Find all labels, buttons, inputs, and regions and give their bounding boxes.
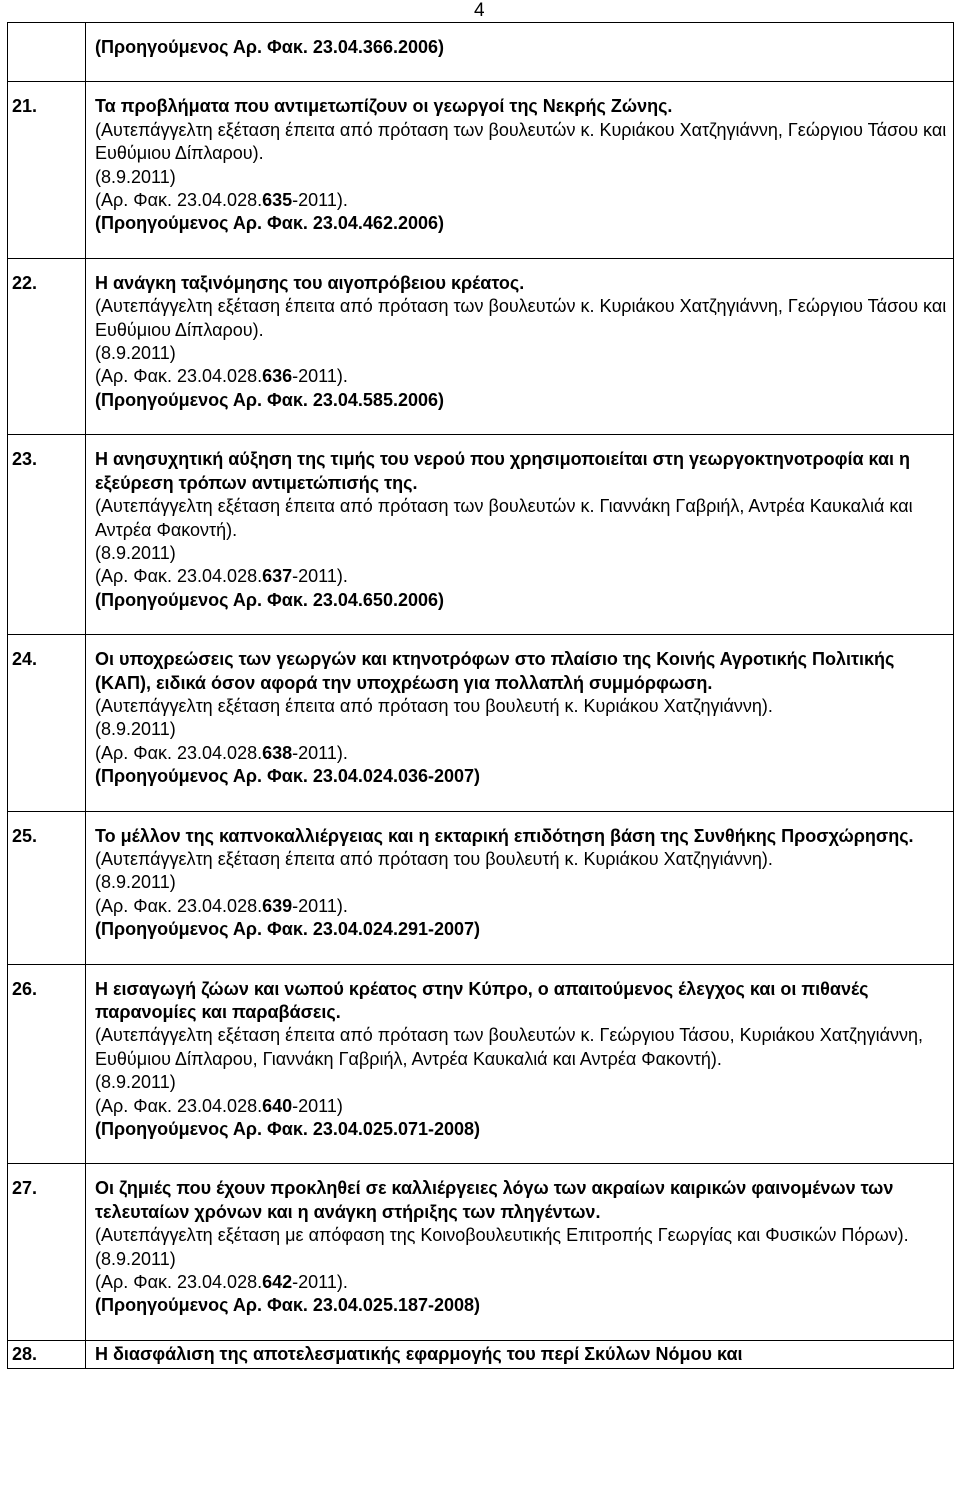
file-number-suffix: -2011).: [292, 895, 348, 916]
item-description: (Αυτεπάγγελτη εξέταση έπειτα από πρόταση των βουλευτών κ. Κυριάκου Χατζηγιάννη, Γεώργιου Τάσου και Ευθύμιου Δίπλαρου).: [95, 119, 947, 164]
file-number: [95, 565, 949, 588]
previous-file-number: (Προηγούμενος Αρ. Φακ. 23.04.585.2006): [95, 389, 444, 410]
file-number: [95, 365, 949, 388]
item-title: Η διασφάλιση της αποτελεσματικής εφαρμογής του περί Σκύλων Νόμου και: [95, 1343, 743, 1364]
file-number-suffix: -2011).: [292, 1272, 348, 1293]
item-number: 22.: [12, 272, 38, 293]
table-row: [8, 23, 954, 82]
item-description: (Αυτεπάγγελτη εξέταση έπειτα από πρόταση του βουλευτή κ. Κυριάκου Χατζηγιάννη).: [95, 695, 773, 716]
file-number: [95, 1095, 949, 1118]
item-number-cell: [8, 258, 86, 434]
item-body-cell: [86, 258, 954, 434]
item-body-cell: [86, 964, 954, 1164]
item-number-cell: [8, 23, 86, 82]
table-row: [8, 1164, 954, 1340]
previous-file-number: (Προηγούμενος Αρ. Φακ. 23.04.024.036-2007): [95, 766, 481, 787]
table-row: [8, 258, 954, 434]
item-body-cell: [86, 635, 954, 811]
file-number-prefix: (Αρ. Φακ. 23.04.028.: [95, 190, 263, 211]
item-date: (8.9.2011): [95, 719, 176, 740]
file-number-prefix: (Αρ. Φακ. 23.04.028.: [95, 566, 263, 587]
item-title: Οι ζημιές που έχουν προκληθεί σε καλλιέργειες λόγω των ακραίων καιρικών φαινομένων των τελευταίων χρόνων και η ανάγκη στήριξης των πληγέντων.: [95, 1178, 894, 1222]
item-date: (8.9.2011): [95, 166, 176, 187]
item-description: (Αυτεπάγγελτη εξέταση έπειτα από πρόταση των βουλευτών κ. Γεώργιου Τάσου, Κυριάκου Χατζηγιάννη, Ευθύμιου Δίπλαρου, Γιαννάκη Γαβριήλ, Αντρέα Καυκαλιά και Αντρέα Φακοντή).: [95, 1025, 924, 1069]
previous-file-number: (Προηγούμενος Αρ. Φακ. 23.04.462.2006): [95, 213, 444, 234]
file-number-prefix: (Αρ. Φακ. 23.04.028.: [95, 742, 263, 763]
item-number: 28.: [12, 1343, 38, 1364]
item-title: Τα προβλήματα που αντιμετωπίζουν οι γεωργοί της Νεκρής Ζώνης.: [95, 96, 673, 117]
item-date: (8.9.2011): [95, 542, 176, 563]
item-body-cell: [86, 23, 954, 82]
item-date: (8.9.2011): [95, 1248, 176, 1269]
item-title: Το μέλλον της καπνοκαλλιέργειας και η εκταρική επιδότηση βάση της Συνθήκης Προσχώρησης.: [95, 825, 914, 846]
file-number-suffix: -2011).: [292, 190, 348, 211]
previous-file-number: (Προηγούμενος Αρ. Φακ. 23.04.024.291-2007): [95, 919, 481, 940]
file-number-prefix: (Αρ. Φακ. 23.04.028.: [95, 1272, 263, 1293]
file-number-suffix: -2011).: [292, 742, 348, 763]
table-row: [8, 82, 954, 258]
file-number-highlight: 636: [262, 366, 293, 387]
file-number-suffix: -2011).: [292, 366, 348, 387]
item-number: 27.: [12, 1178, 38, 1199]
item-number-cell: [8, 82, 86, 258]
file-number-highlight: 640: [262, 1095, 293, 1116]
file-number-prefix: (Αρ. Φακ. 23.04.028.: [95, 895, 263, 916]
item-number-cell: [8, 811, 86, 964]
file-number-prefix: (Αρ. Φακ. 23.04.028.: [95, 1095, 263, 1116]
previous-file-number: (Προηγούμενος Αρ. Φακ. 23.04.650.2006): [95, 589, 444, 610]
table-row: [8, 964, 954, 1164]
item-description: (Αυτεπάγγελτη εξέταση έπειτα από πρόταση των βουλευτών κ. Κυριάκου Χατζηγιάννη, Γεώργιου Τάσου και Ευθύμιου Δίπλαρου).: [95, 296, 947, 340]
item-date: (8.9.2011): [95, 1072, 176, 1093]
previous-file-number: (Προηγούμενος Αρ. Φακ. 23.04.025.187-2008): [95, 1295, 481, 1316]
file-number-highlight: 642: [262, 1272, 293, 1293]
item-title: Οι υποχρεώσεις των γεωργών και κτηνοτρόφων στο πλαίσιο της Κοινής Αγροτικής Πολιτικής (ΚΑΠ), ειδικά όσον αφορά την υποχρέωση για πολλαπλή συμμόρφωση.: [95, 649, 895, 693]
previous-file-number: (Προηγούμενος Αρ. Φακ. 23.04.366.2006): [95, 37, 444, 57]
item-number: 25.: [12, 825, 38, 846]
file-number-suffix: -2011).: [292, 566, 348, 587]
item-number-cell: [8, 435, 86, 635]
item-number-cell: [8, 635, 86, 811]
page-number: 4: [474, 0, 485, 21]
file-number-highlight: 635: [262, 190, 293, 211]
item-description: (Αυτεπάγγελτη εξέταση έπειτα από πρόταση των βουλευτών κ. Γιαννάκη Γαβριήλ, Αντρέα Καυκαλιά και Αντρέα Φακοντή).: [95, 496, 913, 540]
item-date: (8.9.2011): [95, 872, 176, 893]
item-body-cell: [86, 82, 954, 258]
item-number-cell: [8, 1340, 86, 1368]
item-title: Η ανάγκη ταξινόμησης του αιγοπρόβειου κρέατος.: [95, 272, 525, 293]
file-number-highlight: 639: [262, 895, 293, 916]
file-number: [95, 895, 949, 918]
previous-file-number: (Προηγούμενος Αρ. Φακ. 23.04.025.071-2008): [95, 1119, 481, 1140]
file-number: [95, 189, 949, 212]
item-number-cell: [8, 964, 86, 1164]
item-date: (8.9.2011): [95, 343, 176, 364]
item-description: (Αυτεπάγγελτη εξέταση έπειτα από πρόταση του βουλευτή κ. Κυριάκου Χατζηγιάννη).: [95, 848, 773, 869]
file-number: [95, 1271, 949, 1294]
table-row: [8, 635, 954, 811]
file-number: [95, 742, 949, 765]
item-title: Η εισαγωγή ζώων και νωπού κρέατος στην Κύπρο, ο απαιτούμενος έλεγχος και οι πιθανές παρανομίες και παραβάσεις.: [95, 978, 869, 1022]
item-number: 21.: [12, 96, 38, 117]
table-row: [8, 1340, 954, 1368]
file-number-highlight: 638: [262, 742, 293, 763]
item-title: Η ανησυχητική αύξηση της τιμής του νερού που χρησιμοποιείται στη γεωργοκτηνοτροφία και η εξεύρεση τρόπων αντιμετώπισής της.: [95, 449, 911, 493]
item-body-cell: [86, 811, 954, 964]
table-row: [8, 811, 954, 964]
file-number-suffix: -2011): [292, 1095, 343, 1116]
item-number: 26.: [12, 978, 38, 999]
item-number: 23.: [12, 449, 38, 470]
item-body-cell: [86, 435, 954, 635]
item-body-cell: [86, 1164, 954, 1340]
table-row: [8, 435, 954, 635]
item-number-cell: [8, 1164, 86, 1340]
item-number: 24.: [12, 649, 38, 670]
file-number-highlight: 637: [262, 566, 293, 587]
file-number-prefix: (Αρ. Φακ. 23.04.028.: [95, 366, 263, 387]
item-body-cell: [86, 1340, 954, 1368]
item-description: (Αυτεπάγγελτη εξέταση με απόφαση της Κοινοβουλευτικής Επιτροπής Γεωργίας και Φυσικών Πόρων).: [95, 1225, 909, 1246]
agenda-table: [7, 22, 954, 1369]
